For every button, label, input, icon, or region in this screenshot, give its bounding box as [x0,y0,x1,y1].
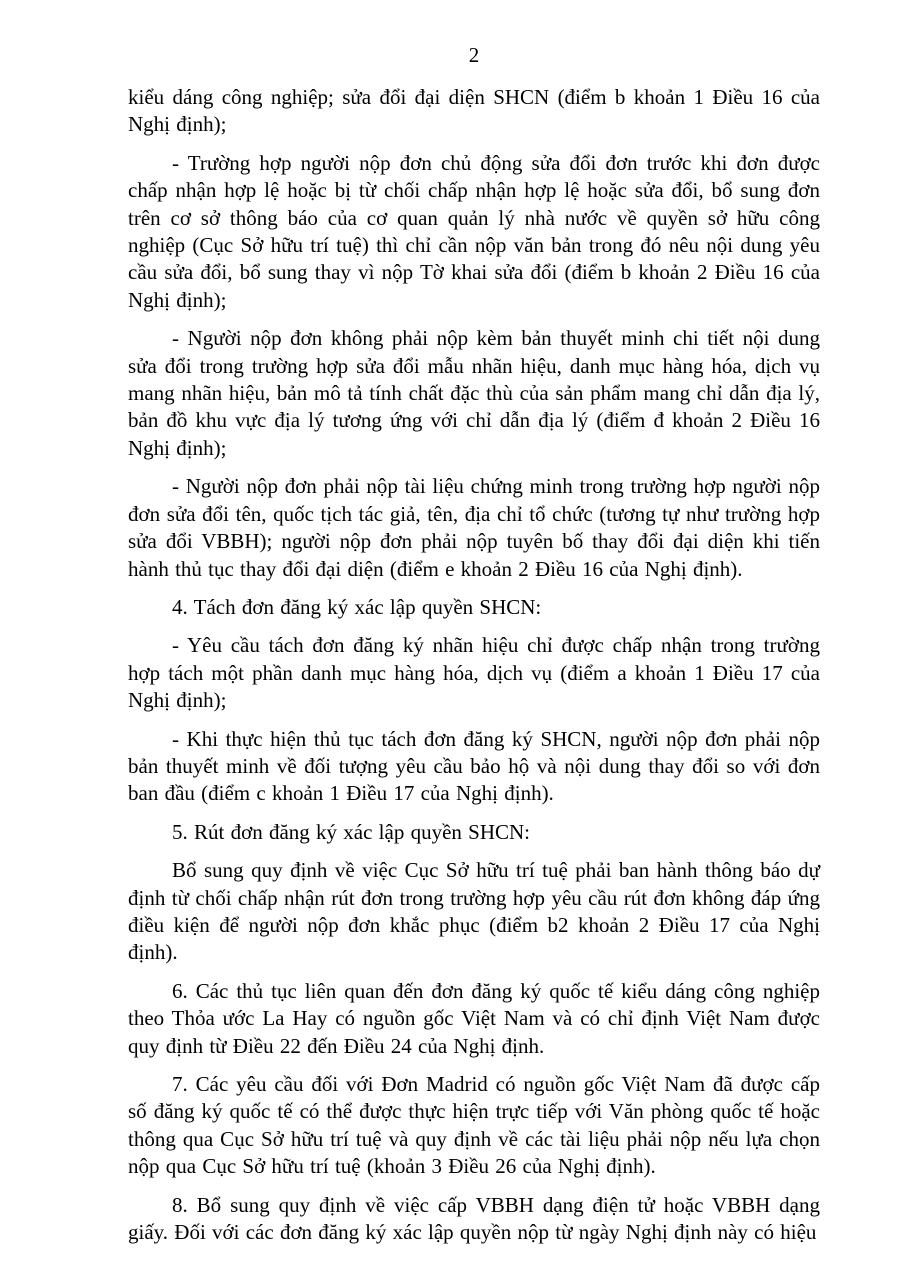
para-continuation: kiểu dáng công nghiệp; sửa đổi đại diện SHCN (điểm b khoản 1 Điều 16 của Nghị định); [128,85,820,137]
para-section-8: 8. Bổ sung quy định về việc cấp VBBH dạng điện tử hoặc VBBH dạng giấy. Đối với các đơn đăng ký xác lập quyền nộp từ ngày Nghị định này có hiệu [128,1192,820,1245]
para-dash-no-explanatory-note: - Người nộp đơn không phải nộp kèm bản thuyết minh chi tiết nội dung sửa đổi trong trường hợp sửa đổi mẫu nhãn hiệu, danh mục hàng hóa, dịch vụ mang nhãn hiệu, bản mô tả tính chất đặc thù của sản phẩm mang chỉ dẫn địa lý, bản đồ khu vực địa lý tương ứng với chỉ dẫn địa lý (điểm đ khoản 2 Điều 16 Nghị định); [128,326,820,460]
para-dash-amend-before-acceptance: - Trường hợp người nộp đơn chủ động sửa đổi đơn trước khi đơn được chấp nhận hợp lệ hoặc bị từ chối chấp nhận hợp lệ hoặc sửa đổi, bổ sung đơn trên cơ sở thông báo của cơ quan quản lý nhà nước về quyền sở hữu công nghiệp (Cục Sở hữu trí tuệ) thì chỉ cần nộp văn bản trong đó nêu nội dung yêu cầu sửa đổi, bổ sung thay vì nộp Tờ khai sửa đổi (điểm b khoản 2 Điều 16 của Nghị định); [128,150,820,312]
heading-section-5: 5. Rút đơn đăng ký xác lập quyền SHCN: [172,819,530,844]
page-number: 2 [468,43,480,67]
para-withdrawal-supplement: Bổ sung quy định về việc Cục Sở hữu trí tuệ phải ban hành thông báo dự định từ chối chấp nhận rút đơn trong trường hợp yêu cầu rút đơn không đáp ứng điều kiện để người nộp đơn khắc phục (điểm b2 khoản 2 Điều 17 của Nghị định). [128,858,820,965]
para-section-7: 7. Các yêu cầu đối với Đơn Madrid có nguồn gốc Việt Nam đã được cấp số đăng ký quốc tế có thể được thực hiện trực tiếp với Văn phòng quốc tế hoặc thông qua Cục Sở hữu trí tuệ và quy định về các tài liệu phải nộp nếu lựa chọn nộp qua Cục Sở hữu trí tuệ (khoản 3 Điều 26 của Nghị định). [128,1072,820,1179]
para-dash-division-request: - Yêu cầu tách đơn đăng ký nhãn hiệu chỉ được chấp nhận trong trường hợp tách một phần danh mục hàng hóa, dịch vụ (điểm a khoản 1 Điều 17 của Nghị định); [128,633,820,713]
document-body [128,84,820,1246]
para-dash-proof-documents: - Người nộp đơn phải nộp tài liệu chứng minh trong trường hợp người nộp đơn sửa đổi tên, quốc tịch tác giả, tên, địa chỉ tổ chức (tương tự như trường hợp sửa đổi VBBH); người nộp đơn phải nộp tuyên bố thay đổi đại diện khi tiến hành thủ tục thay đổi đại diện (điểm e khoản 2 Điều 16 của Nghị định). [128,474,820,581]
heading-section-4: 4. Tách đơn đăng ký xác lập quyền SHCN: [172,594,542,619]
para-dash-division-procedure: - Khi thực hiện thủ tục tách đơn đăng ký SHCN, người nộp đơn phải nộp bản thuyết minh về đối tượng yêu cầu bảo hộ và nội dung thay đổi so với đơn ban đầu (điểm c khoản 1 Điều 17 của Nghị định). [128,726,820,806]
para-section-6: 6. Các thủ tục liên quan đến đơn đăng ký quốc tế kiểu dáng công nghiệp theo Thỏa ước La Hay có nguồn gốc Việt Nam và có chỉ định Việt Nam được quy định từ Điều 22 đến Điều 24 của Nghị định. [128,978,820,1058]
